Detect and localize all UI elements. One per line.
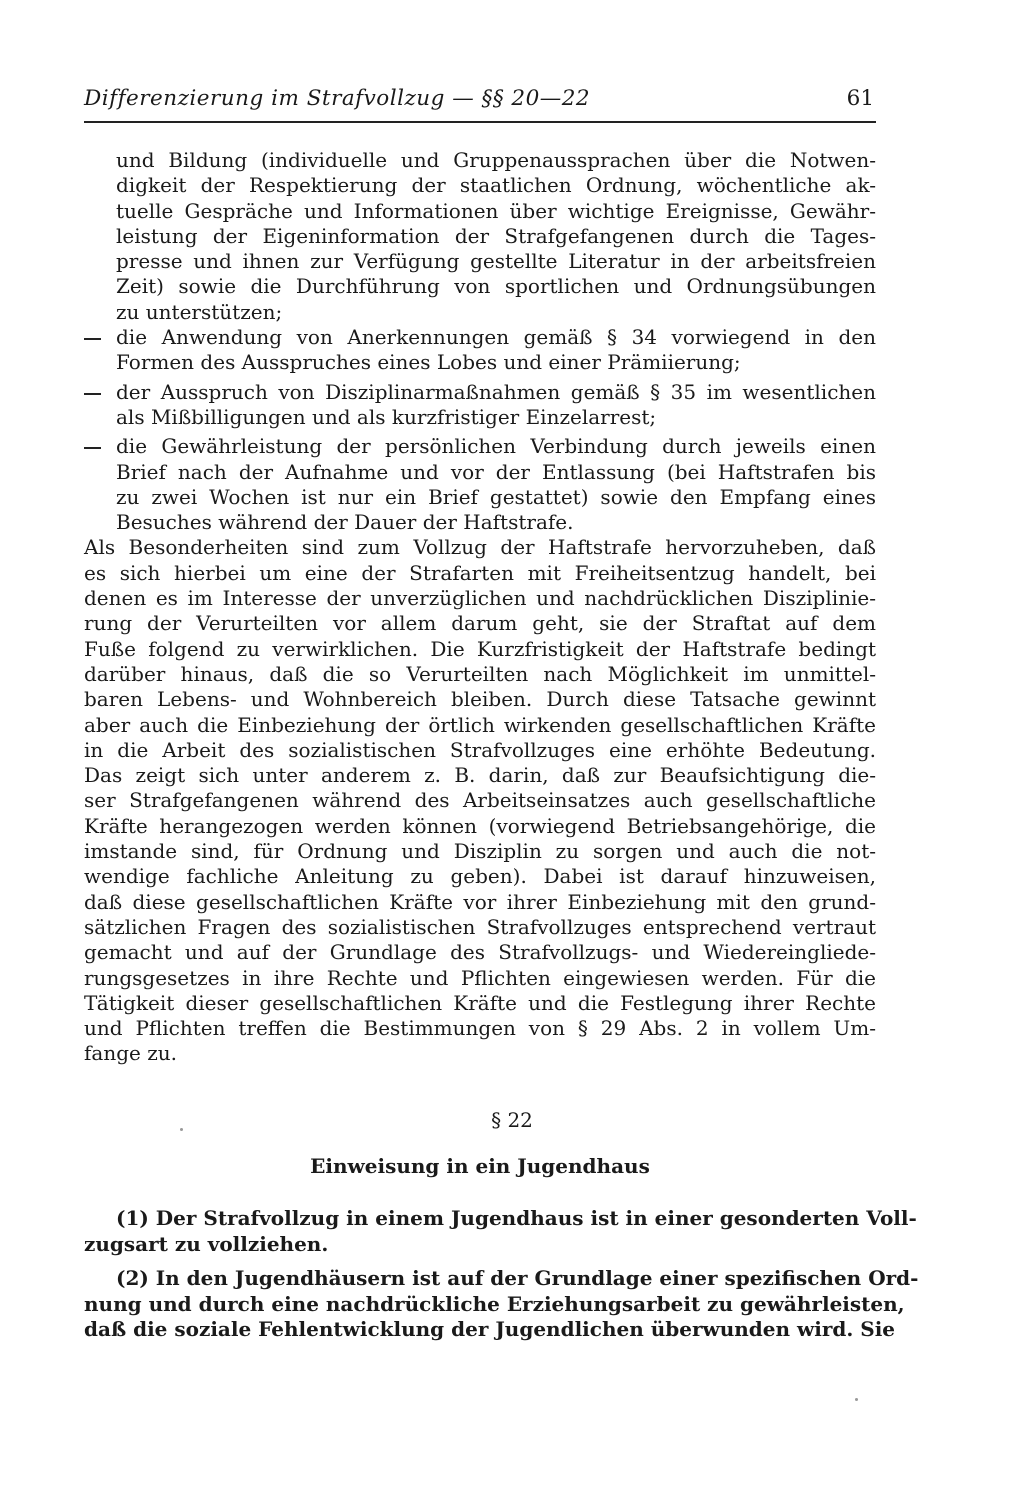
intro-paragraph (116, 148, 876, 325)
body-text (84, 148, 876, 1067)
text-line: zu zwei Wochen ist nur ein Brief gestattet) sowie den Empfang eines (116, 484, 876, 509)
text-line: (1) Der Strafvollzug in einem Jugendhaus ist in einer gesonderten Voll- (116, 1206, 917, 1230)
law-text (84, 1206, 919, 1343)
text-line: nung und durch eine nachdrückliche Erziehungsarbeit zu gewährleisten, (84, 1291, 905, 1316)
text-line: Brief nach der Aufnahme und vor der Entlassung (bei Haftstrafen bis (116, 459, 876, 484)
running-header (84, 86, 874, 120)
law-paragraph-2 (84, 1266, 919, 1343)
text-line: und Pflichten treffen die Bestimmungen von § 29 Abs. 2 in vollem Um- (84, 1016, 876, 1041)
text-line: baren Lebens- und Wohnbereich bleiben. Durch diese Tatsache gewinnt (84, 687, 876, 712)
text-line: daß die soziale Fehlentwicklung der Jugendlichen überwunden wird. Sie (84, 1317, 896, 1341)
text-line: sätzlichen Fragen des sozialistischen Strafvollzuges entsprechend vertraut (84, 914, 876, 939)
header-rule (84, 121, 876, 123)
text-line: tuelle Gespräche und Informationen über wichtige Ereignisse, Gewähr- (116, 198, 876, 223)
text-line: der Ausspruch von Disziplinarmaßnahmen gemäß § 35 im wesentlichen (116, 379, 876, 404)
dash-bullet-icon (84, 434, 104, 459)
text-line: daß diese gesellschaftlichen Kräfte vor ihrer Einbeziehung mit den grund- (84, 889, 876, 914)
text-line: fange zu. (84, 1041, 177, 1066)
text-line: (2) In den Jugendhäusern ist auf der Grundlage einer spezifischen Ord- (116, 1266, 919, 1290)
text-line: Besuches während der Dauer der Haftstrafe. (116, 510, 574, 535)
text-line: rung der Verurteilten vor allem darum geht, sie der Straftat auf dem (84, 611, 876, 636)
text-line: die Gewährleistung der persönlichen Verbindung durch jeweils einen (116, 434, 876, 459)
text-line: Tätigkeit dieser gesellschaftlichen Kräfte und die Festlegung ihrer Rechte (84, 990, 876, 1015)
text-line: gemacht und auf der Grundlage des Strafvollzugs- und Wiedereingliede- (84, 940, 876, 965)
paragraph-gap (84, 1257, 876, 1266)
text-line: imstande sind, für Ordnung und Disziplin zu sorgen und auch die not- (84, 839, 876, 864)
list-item (116, 380, 876, 431)
text-line: ser Strafgefangenen während des Arbeitseinsatzes auch gesellschaftliche (84, 788, 876, 813)
law-paragraph-1 (84, 1206, 917, 1257)
text-line: denen es im Interesse der unverzüglichen und nachdrücklichen Disziplinie- (84, 586, 876, 611)
dash-bullet-icon (84, 325, 104, 350)
text-line: wendige fachliche Anleitung zu geben). Dabei ist darauf hinzuweisen, (84, 864, 876, 889)
text-line: Kräfte herangezogen werden können (vorwiegend Betriebsangehörige, die (84, 813, 876, 838)
text-line: Zeit) sowie die Durchführung von sportlichen und Ordnungsübungen (116, 274, 876, 299)
text-line: presse und ihnen zur Verfügung gestellte Literatur in der arbeitsfreien (116, 249, 876, 274)
text-line: es sich hierbei um eine der Strafarten mit Freiheitsentzug handelt, bei (84, 560, 876, 585)
text-line: rungsgesetzes in ihre Rechte und Pflichten eingewiesen werden. Für die (84, 965, 876, 990)
list-item (116, 325, 876, 376)
text-line: als Mißbilligungen und als kurzfristiger Einzelarrest; (116, 404, 657, 429)
main-paragraph (84, 535, 876, 1066)
scan-speck (180, 1128, 183, 1131)
text-line: digkeit der Respektierung der staatlichen Ordnung, wöchentliche ak- (116, 173, 876, 198)
text-line: Formen des Ausspruches eines Lobes und einer Prämiierung; (116, 350, 741, 375)
section-title: Einweisung in ein Jugendhaus (310, 1154, 650, 1178)
dash-bullet-icon (84, 380, 104, 405)
text-line: darüber hinaus, daß die so Verurteilten nach Möglichkeit im unmittel- (84, 661, 876, 686)
scan-speck (855, 1398, 858, 1401)
page-number: 61 (846, 86, 874, 111)
text-line: zugsart zu vollziehen. (84, 1231, 329, 1256)
list-item (116, 434, 876, 535)
text-line: und Bildung (individuelle und Gruppenaussprachen über die Notwen- (116, 148, 876, 172)
text-line: Als Besonderheiten sind zum Vollzug der Haftstrafe hervorzuheben, daß (84, 535, 876, 560)
text-line: Fuße folgend zu verwirklichen. Die Kurzfristigkeit der Haftstrafe bedingt (84, 636, 876, 661)
running-header-title: Differenzierung im Strafvollzug — §§ 20—22 (84, 86, 591, 111)
text-line: die Anwendung von Anerkennungen gemäß § 34 vorwiegend in den (116, 325, 876, 350)
text-line: aber auch die Einbeziehung der örtlich wirkenden gesellschaftlichen Kräfte (84, 712, 876, 737)
text-line: in die Arbeit des sozialistischen Strafvollzuges eine erhöhte Bedeutung. (84, 737, 876, 762)
text-line: zu unterstützen; (116, 299, 283, 324)
section-number: § 22 (491, 1108, 533, 1132)
text-line: Das zeigt sich unter anderem z. B. darin, daß zur Beaufsichtigung die- (84, 763, 876, 788)
text-line: leistung der Eigeninformation der Strafgefangenen durch die Tages- (116, 223, 876, 248)
